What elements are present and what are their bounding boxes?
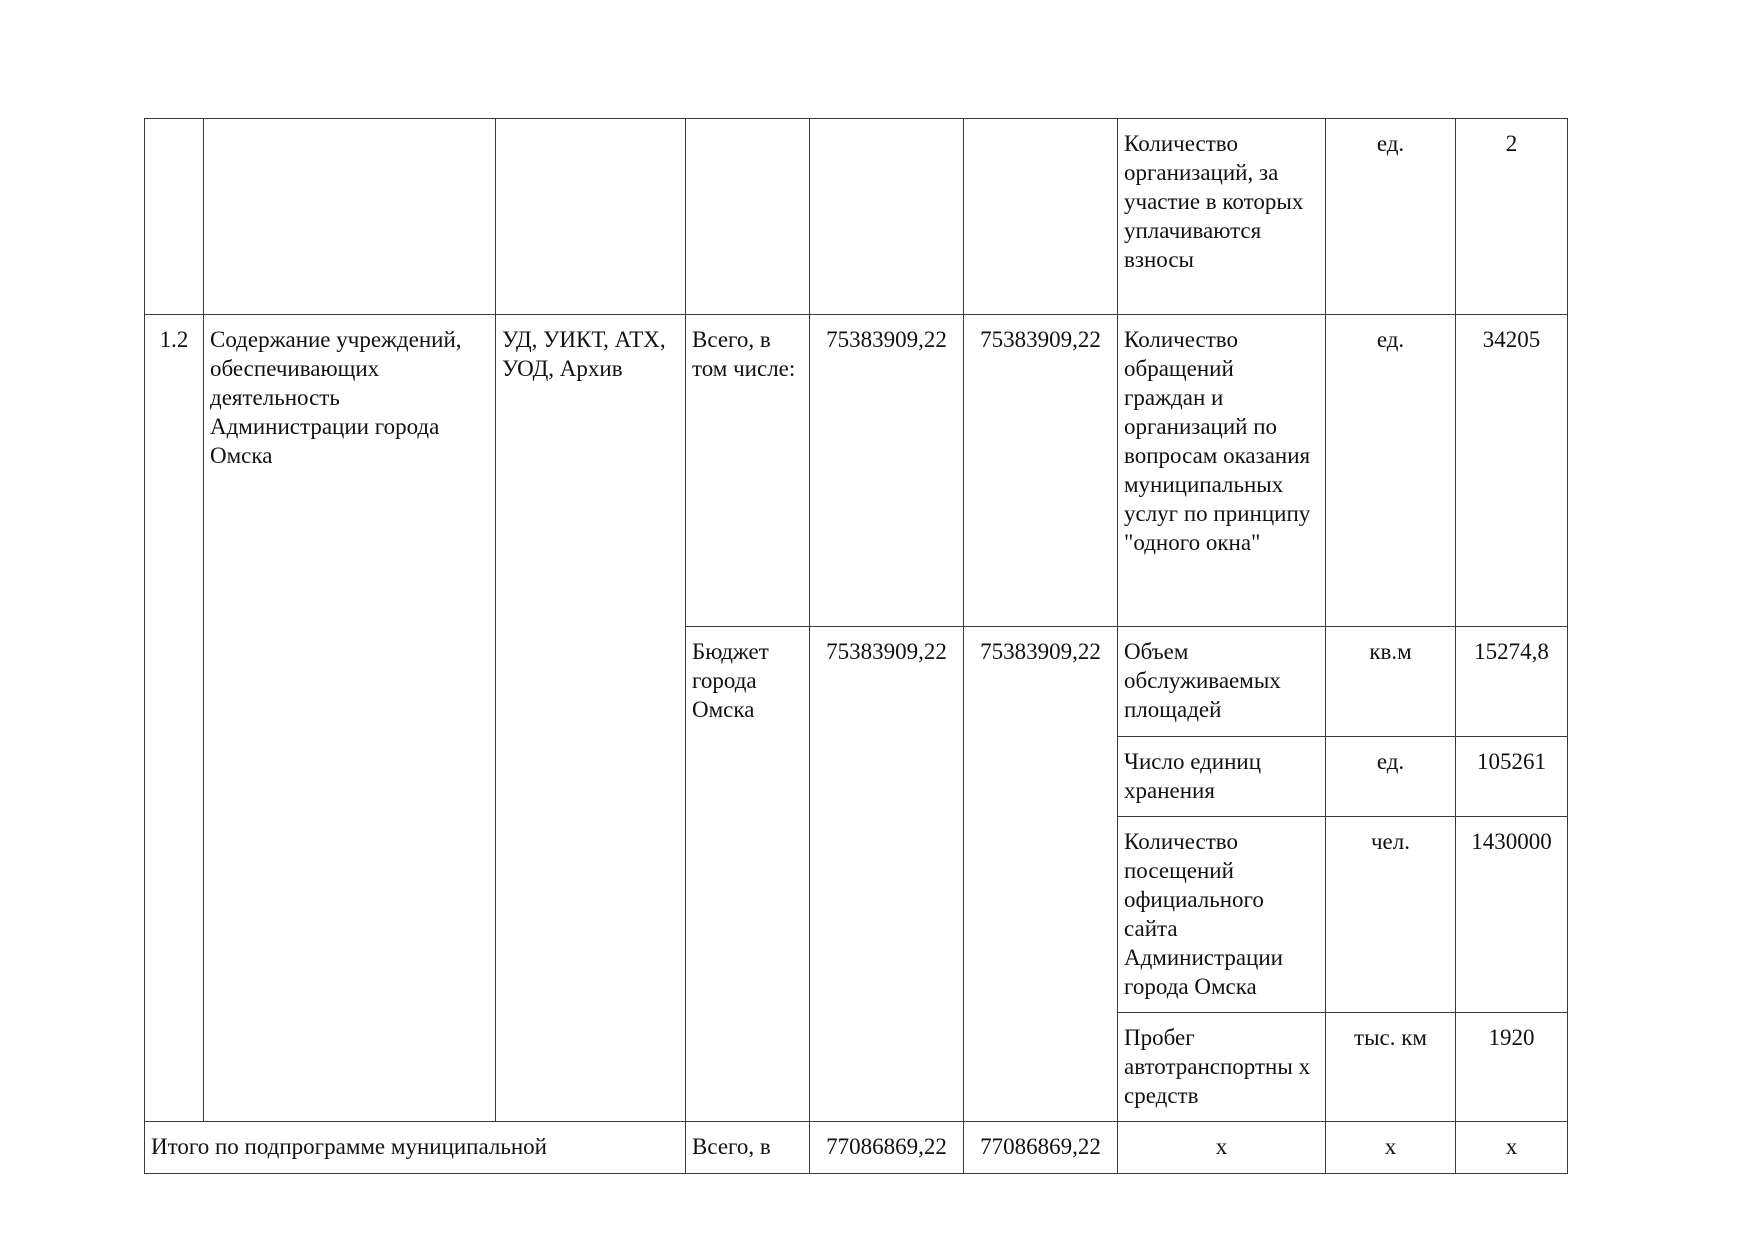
value-cell: 1430000 bbox=[1456, 817, 1568, 1013]
activity-name: Содержание учреждений, обеспечивающих деятельность Администрации города Омска bbox=[204, 315, 496, 1122]
unit-cell: ед. bbox=[1326, 315, 1456, 627]
table-row bbox=[145, 315, 1568, 627]
source-label: Бюджет города Омска bbox=[686, 627, 810, 1122]
value-cell: 34205 bbox=[1456, 315, 1568, 627]
value-cell: 105261 bbox=[1456, 737, 1568, 817]
row-number: 1.2 bbox=[145, 315, 204, 1122]
unit-cell: ед. bbox=[1326, 119, 1456, 315]
unit-cell: ед. bbox=[1326, 737, 1456, 817]
value-cell: 2 bbox=[1456, 119, 1568, 315]
source-cell bbox=[686, 119, 810, 315]
unit-cell: чел. bbox=[1326, 817, 1456, 1013]
value-cell: x bbox=[1456, 1122, 1568, 1174]
unit-cell: x bbox=[1326, 1122, 1456, 1174]
total-label: Итого по подпрограмме муниципальной bbox=[145, 1122, 686, 1174]
indicator-cell: Количество обращений граждан и организаций по вопросам оказания муниципальных услуг по принципу "одного окна" bbox=[1118, 315, 1326, 627]
amount-cell: 77086869,22 bbox=[810, 1122, 964, 1174]
indicator-cell: Объем обслуживаемых площадей bbox=[1118, 627, 1326, 737]
amount-cell: 75383909,22 bbox=[964, 627, 1118, 1122]
table-row bbox=[145, 1122, 1568, 1174]
budget-table bbox=[144, 118, 1568, 1174]
source-label: Всего, в bbox=[686, 1122, 810, 1174]
indicator-cell: Количество посещений официального сайта Администрации города Омска bbox=[1118, 817, 1326, 1013]
executor-cell bbox=[496, 119, 686, 315]
amount-cell: 77086869,22 bbox=[964, 1122, 1118, 1174]
value-cell: 1920 bbox=[1456, 1013, 1568, 1122]
number-cell bbox=[145, 119, 204, 315]
amount-cell: 75383909,22 bbox=[964, 315, 1118, 627]
indicator-cell: Пробег автотранспортны х средств bbox=[1118, 1013, 1326, 1122]
value-cell: 15274,8 bbox=[1456, 627, 1568, 737]
indicator-cell: Число единиц хранения bbox=[1118, 737, 1326, 817]
source-label: Всего, в том числе: bbox=[686, 315, 810, 627]
amount-cell: 75383909,22 bbox=[810, 627, 964, 1122]
amount-cell bbox=[810, 119, 964, 315]
indicator-cell: Количество организаций, за участие в которых уплачиваются взносы bbox=[1118, 119, 1326, 315]
indicator-cell: x bbox=[1118, 1122, 1326, 1174]
name-cell bbox=[204, 119, 496, 315]
executors: УД, УИКТ, АТХ, УОД, Архив bbox=[496, 315, 686, 1122]
amount-cell: 75383909,22 bbox=[810, 315, 964, 627]
unit-cell: кв.м bbox=[1326, 627, 1456, 737]
amount-cell bbox=[964, 119, 1118, 315]
table-row bbox=[145, 119, 1568, 315]
unit-cell: тыс. км bbox=[1326, 1013, 1456, 1122]
